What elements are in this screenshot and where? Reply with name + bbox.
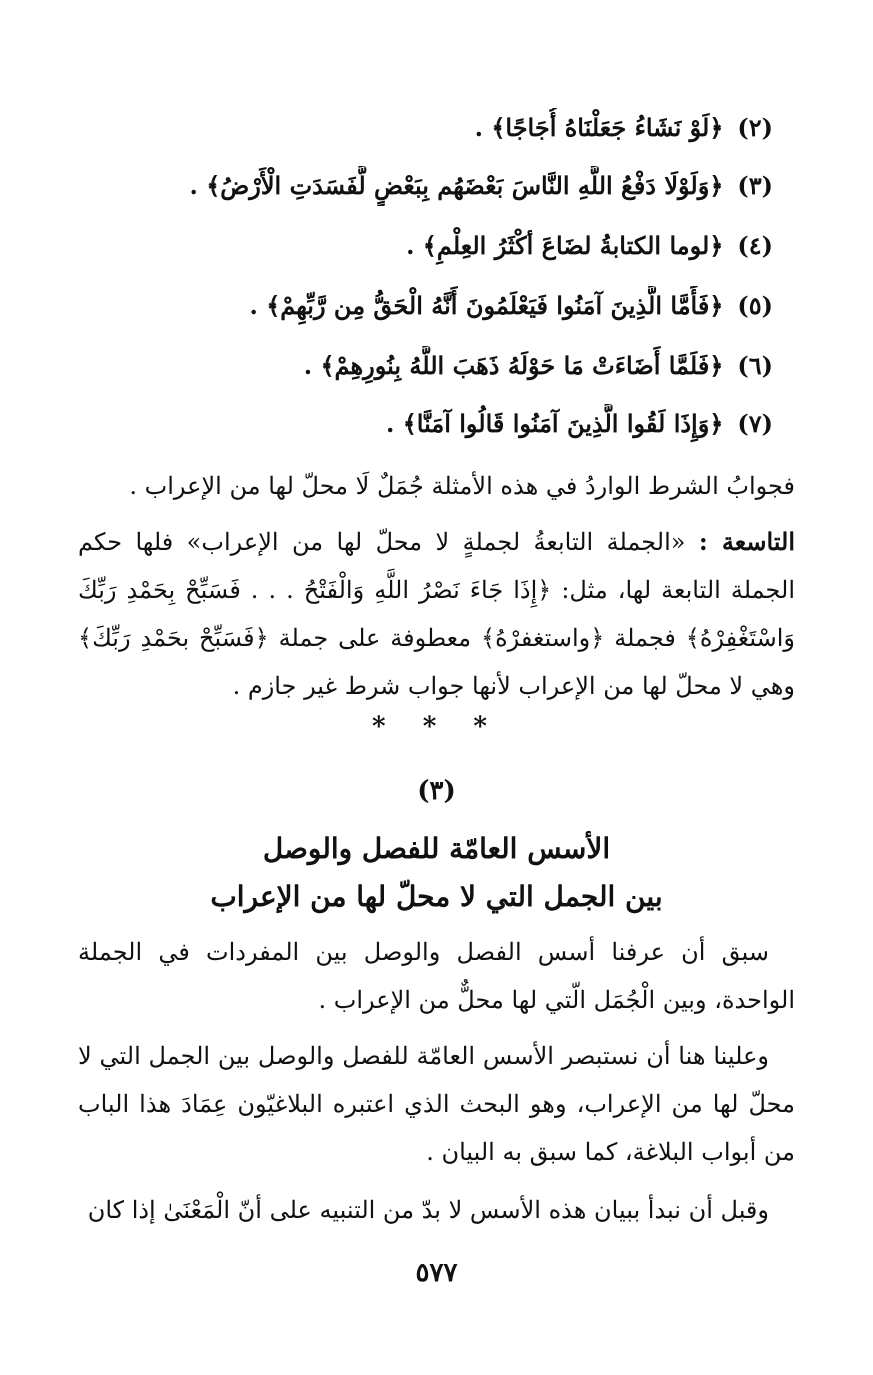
example-item <box>78 166 773 206</box>
page-number: ٥٧٧ <box>415 1258 458 1288</box>
section-divider: * * * <box>372 712 501 742</box>
example-number: (٧) <box>737 409 773 438</box>
example-item <box>78 108 773 148</box>
section-title-line-2: بين الجمل التي لا محلّ لها من الإعراب <box>210 880 663 913</box>
summary-paragraph: فجوابُ الشرط الواردُ في هذه الأمثلة جُمَلٌ لَا محلّ لها من الإعراب . <box>129 472 795 500</box>
body-paragraph: وعلينا هنا أن نستبصر الأسس العامّة للفصل والوصل بين الجمل التي لا محلّ لها من الإعراب، وهو البحث الذي اعتبره البلاغيّون عِمَادَ هذا الباب من أبواب البلاغة، كما سبق به البيان . <box>78 1042 795 1166</box>
body-paragraph: سبق أن عرفنا أسس الفصل والوصل بين المفردات في الجملة الواحدة، وبين الْجُمَل الّتي لها محلٌّ من الإعراب . <box>78 938 795 1014</box>
section-title-line-1: الأسس العامّة للفصل والوصل <box>262 832 611 865</box>
ninth-rule-paragraph <box>78 518 795 710</box>
example-number: (٣) <box>737 171 773 200</box>
example-number: (٥) <box>737 291 773 320</box>
example-text: ﴿وَلَوْلَا دَفْعُ اللَّهِ النَّاسَ بَعْضَهُم بِبَعْضٍ لَّفَسَدَتِ الْأَرْضُ﴾ . <box>189 171 724 200</box>
ninth-rule-text: «الجملة التابعةُ لجملةٍ لا محلّ لها من الإعراب» فلها حكم الجملة التابعة لها، مثل: ﴿إِذَا جَاءَ نَصْرُ اللَّهِ وَالْفَتْحُ . . . فَسَبِّحْ بِحَمْدِ رَبِّكَ وَاسْتَغْفِرْهُ﴾ فجملة ﴿واستغفرْهُ﴾ معطوفة على جملة ﴿فَسَبِّحْ بحَمْدِ رَبِّكَ﴾ وهي لا محلّ لها من الإعراب لأنها جواب شرط غير جازم . <box>78 528 795 700</box>
section-number: (٣) <box>417 776 456 806</box>
example-text: ﴿فَلَمَّا أَضَاءَتْ مَا حَوْلَهُ ذَهَبَ اللَّهُ بِنُورِهِمْ﴾ . <box>303 351 724 380</box>
example-item <box>78 346 773 386</box>
example-item <box>78 404 773 444</box>
example-number: (٤) <box>737 231 773 260</box>
example-item <box>78 226 773 266</box>
example-item <box>78 286 773 326</box>
example-number: (٦) <box>737 351 773 380</box>
ninth-rule-label: التاسعة : <box>698 527 795 556</box>
example-text: ﴿وَإِذَا لَقُوا الَّذِينَ آمَنُوا قَالُوا آمَنَّا﴾ . <box>386 409 724 438</box>
example-text: ﴿فَأَمَّا الَّذِينَ آمَنُوا فَيَعْلَمُونَ أَنَّهُ الْحَقُّ مِن رَّبِّهِمْ﴾ . <box>249 291 724 320</box>
example-number: (٢) <box>737 113 773 142</box>
body-paragraph: وقبل أن نبدأ ببيان هذه الأسس لا بدّ من التنبيه على أنّ الْمَعْنَىٰ إذا كان <box>87 1196 769 1224</box>
example-text: ﴿لوما الكتابةُ لضَاعَ أكْثَرُ العِلْمِ﴾ . <box>406 231 724 260</box>
example-text: ﴿لَوْ نَشَاءُ جَعَلْنَاهُ أُجَاجًا﴾ . <box>474 113 724 142</box>
